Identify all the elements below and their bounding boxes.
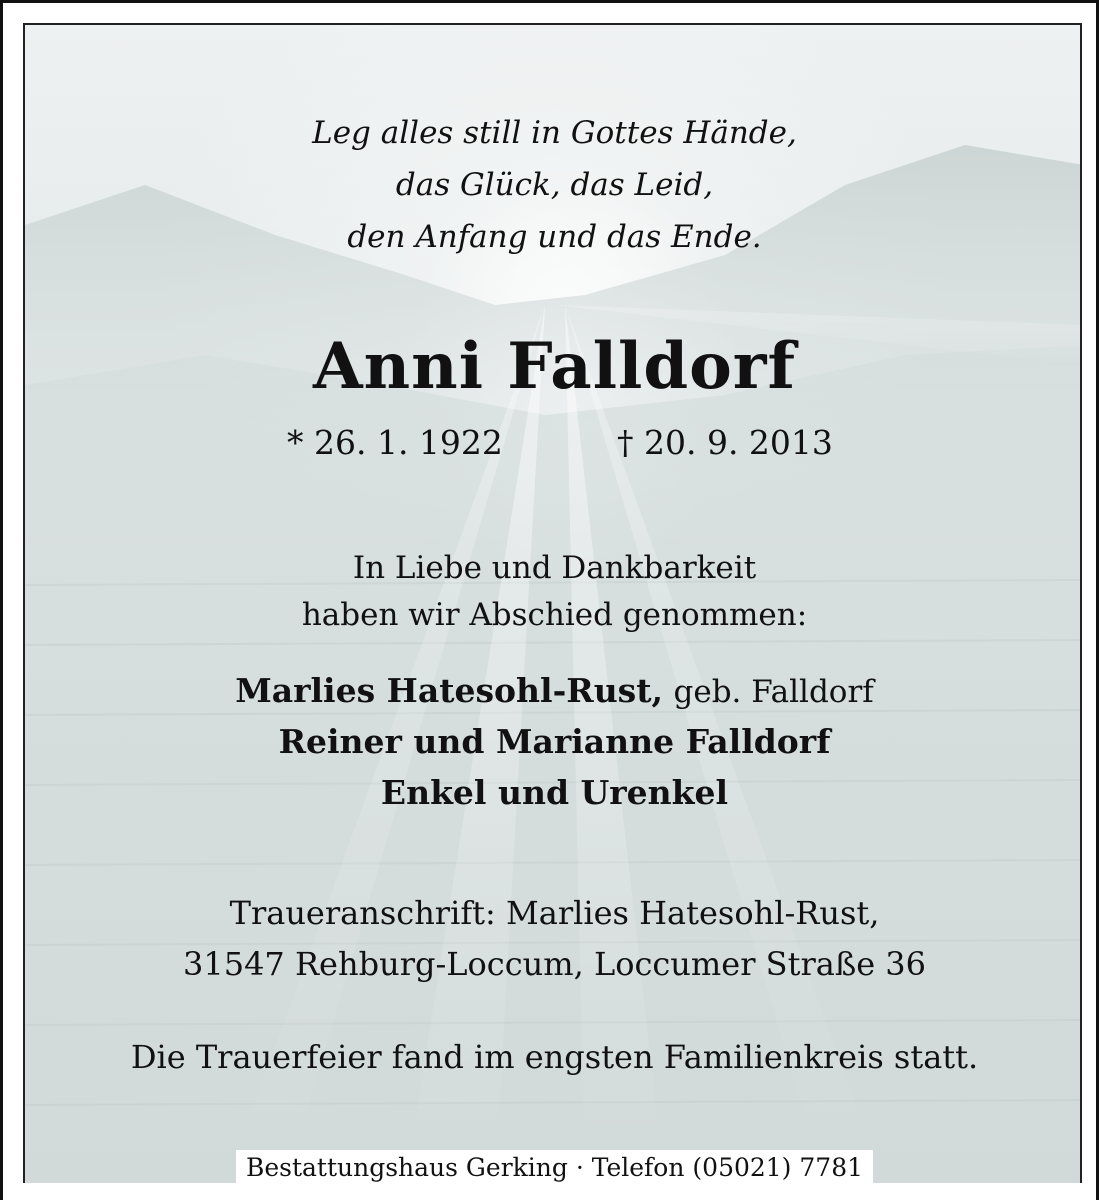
mourner-line-1 xyxy=(25,665,1082,718)
deceased-name: Anni Falldorf xyxy=(312,329,797,404)
mourner-name-1: Marlies Hatesohl-Rust, xyxy=(235,671,663,710)
birth-date: * 26. 1. 1922 xyxy=(287,423,503,462)
mourner-name-3: Enkel und Urenkel xyxy=(380,773,729,812)
mourner-line-3 xyxy=(25,767,1082,818)
address-line-2: 31547 Rehburg-Loccum, Loccumer Straße 36 xyxy=(182,945,927,983)
funeral-home-info: Bestattungshaus Gerking · Telefon (05021) 7781 xyxy=(236,1150,873,1183)
obituary-frame xyxy=(23,23,1082,1183)
farewell-line-2: haben wir Abschied genommen: xyxy=(301,597,808,633)
death-date: † 20. 9. 2013 xyxy=(617,423,833,462)
ceremony-note: Die Trauerfeier fand im engsten Familienkreis statt. xyxy=(130,1038,979,1076)
mourner-name-2: Reiner und Marianne Falldorf xyxy=(278,722,831,761)
mourner-maiden-name: geb. Falldorf xyxy=(673,674,874,710)
motto-line-3: den Anfang und das Ende. xyxy=(347,219,762,255)
motto-line-1: Leg alles still in Gottes Hände, xyxy=(312,115,797,151)
farewell-line-1: In Liebe und Dankbarkeit xyxy=(352,550,757,586)
motto-line-2: das Glück, das Leid, xyxy=(395,167,714,203)
footer xyxy=(25,1150,1082,1183)
mourner-line-2 xyxy=(25,716,1082,767)
address-line-1: Traueranschrift: Marlies Hatesohl-Rust, xyxy=(229,894,880,932)
